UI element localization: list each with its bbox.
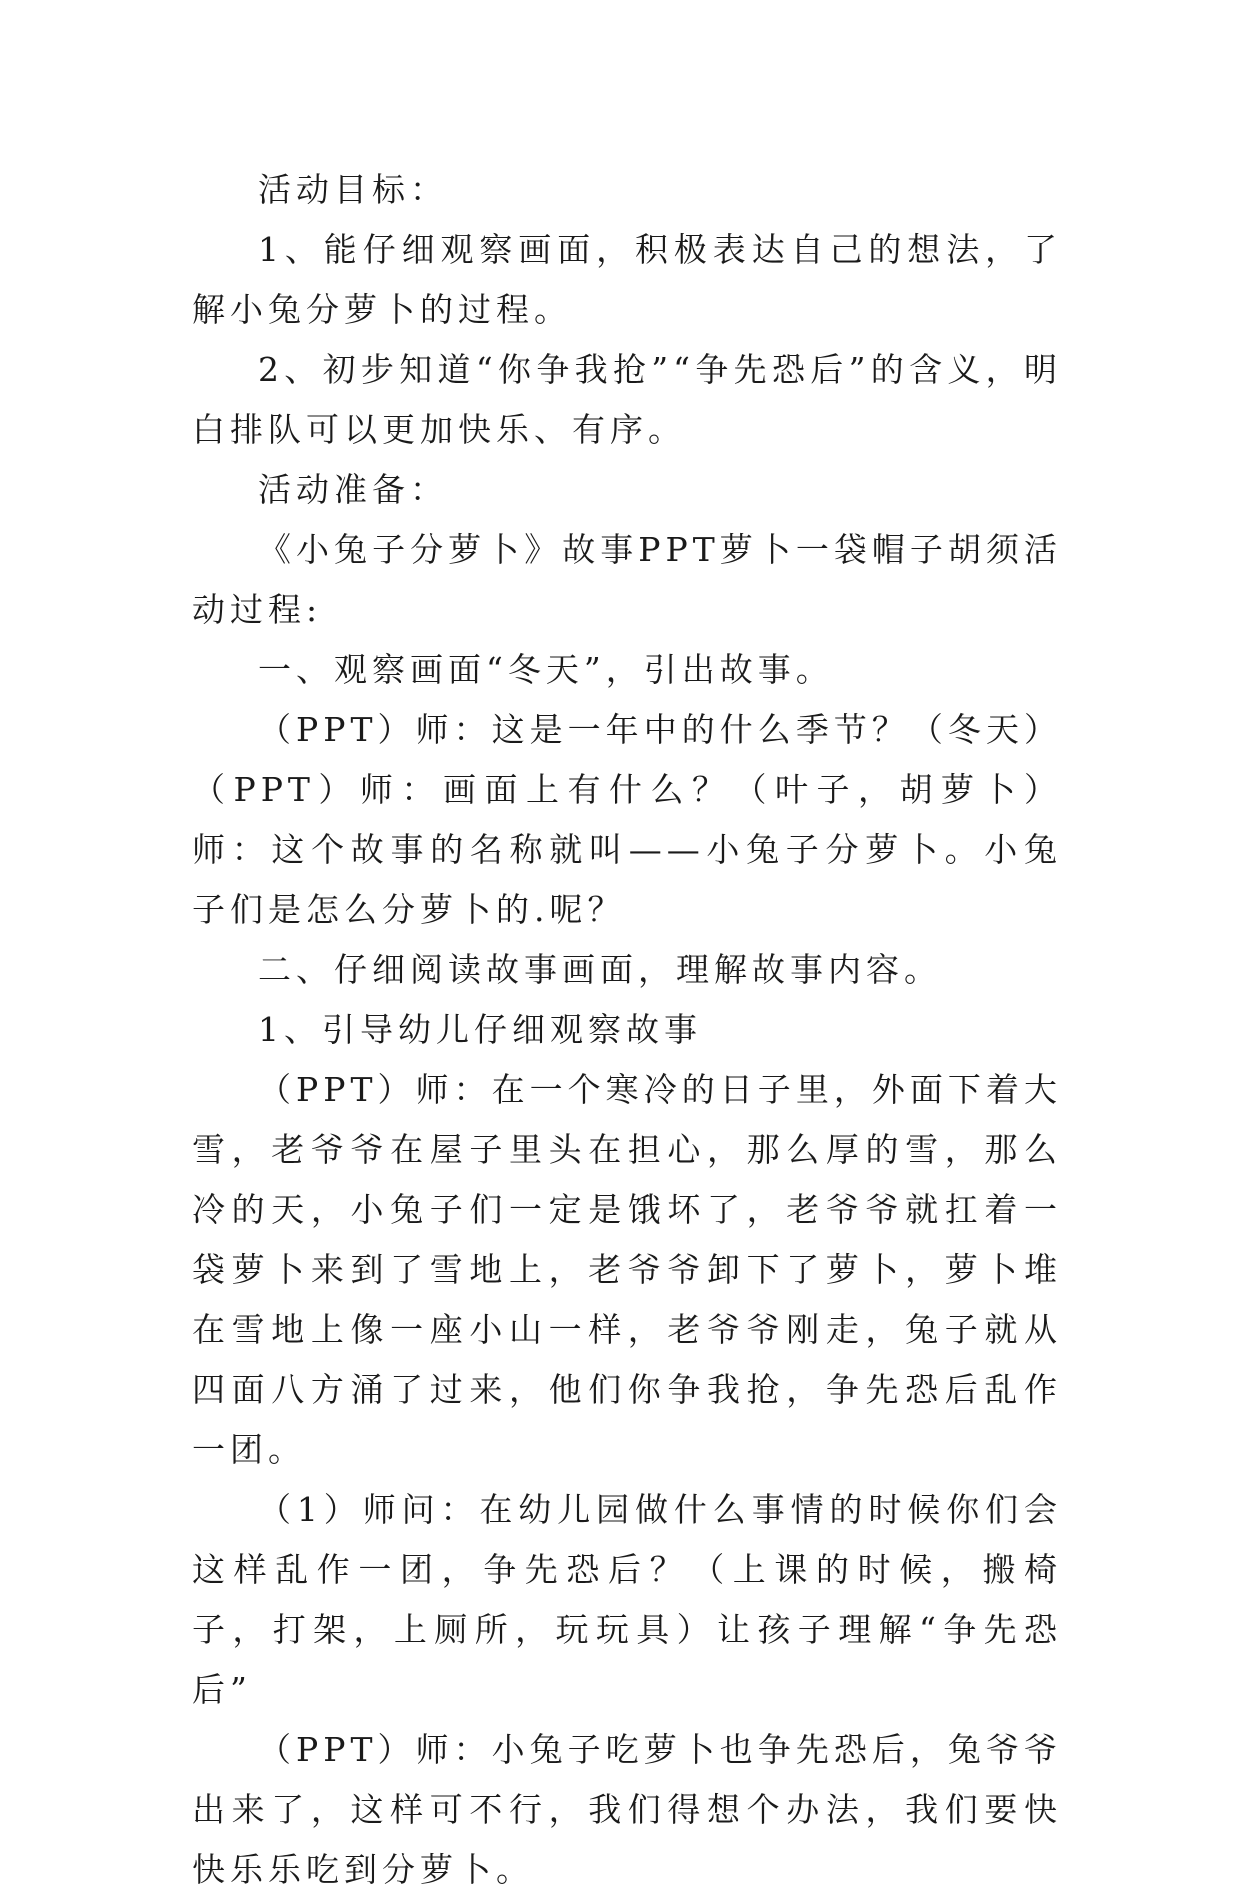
section-heading-2: 二、仔细阅读故事画面，理解故事内容。 — [258, 950, 942, 989]
section-heading-1: 一、观察画面“冬天”，引出故事。 — [258, 650, 834, 689]
body-paragraph: （PPT）师：这是一年中的什么季节？（冬天）（PPT）师：画面上有什么？（叶子，胡萝卜）师：这个故事的名称就叫——小兔子分萝卜。小兔子们是怎么分萝卜的.呢？ — [192, 710, 1062, 929]
heading-activity-goals: 活动目标： — [258, 170, 448, 209]
subsection-heading-1: 1、引导幼儿仔细观察故事 — [258, 1010, 702, 1049]
body-paragraph: （PPT）师：在一个寒冷的日子里，外面下着大雪，老爷爷在屋子里头在担心，那么厚的雪，那么冷的天，小兔子们一定是饿坏了，老爷爷就扛着一袋萝卜来到了雪地上，老爷爷卸下了萝卜，萝卜堆在雪地上像一座小山一样，老爷爷刚走，兔子就从四面八方涌了过来，他们你争我抢，争先恐后乱作一团。 — [192, 1070, 1062, 1469]
goal-item-1: 1、能仔细观察画面，积极表达自己的想法，了解小兔分萝卜的过程。 — [192, 230, 1062, 329]
preparation-materials: 《小兔子分萝卜》故事PPT萝卜一袋帽子胡须活动过程: — [192, 530, 1062, 629]
goal-item-2: 2、初步知道“你争我抢”“争先恐后”的含义，明白排队可以更加快乐、有序。 — [192, 350, 1062, 449]
heading-activity-preparation: 活动准备： — [258, 470, 448, 509]
body-paragraph: （PPT）师：小兔子吃萝卜也争先恐后，兔爷爷出来了，这样可不行，我们得想个办法，我们要快快乐乐吃到分萝卜。 — [192, 1730, 1062, 1889]
document-body — [192, 160, 1062, 1900]
body-paragraph: （1）师问：在幼儿园做什么事情的时候你们会这样乱作一团，争先恐后？（上课的时候，搬椅子，打架，上厕所，玩玩具）让孩子理解“争先恐后” — [192, 1490, 1062, 1709]
